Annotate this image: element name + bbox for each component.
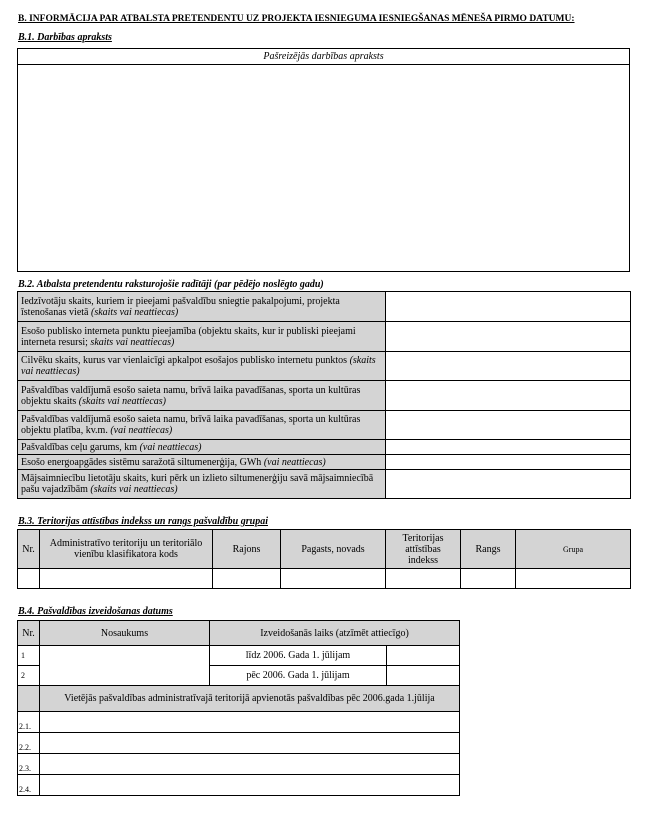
b2-row-label: [18, 440, 386, 455]
b4-sub-row: [18, 733, 460, 754]
b2-row-value[interactable]: [386, 352, 631, 381]
b4-sub-row: [18, 775, 460, 796]
b3-cell-index[interactable]: [386, 569, 461, 589]
b3-header-rank: Rangs: [461, 530, 516, 569]
b4-opt1-label: līdz 2006. Gada 1. jūlijam: [210, 646, 387, 666]
b4-sub-row-value[interactable]: [40, 775, 460, 796]
b3-cell-group[interactable]: [516, 569, 631, 589]
b2-row: [18, 440, 631, 455]
b2-label-text: Pašvaldības ceļu garums, km: [21, 441, 138, 453]
b4-sub-row-value[interactable]: [40, 754, 460, 775]
b4-opt2-nr: 2: [18, 666, 40, 686]
b3-header-parish: Pagasts, novads: [281, 530, 386, 569]
b2-label-text: Mājsaimniecību lietotāju skaits, kuri pērk un izlieto siltumenerģiju savā mājsaimniecībā pašu vajadzībām: [21, 473, 374, 495]
b3-cell-nr[interactable]: [18, 569, 40, 589]
b2-label-text: Iedzīvotāju skaits, kuriem ir pieejami pašvaldību sniegtie pakalpojumi, projekta īstenošanas vietā: [21, 295, 340, 318]
b4-sub-row-nr: 2.3.: [18, 754, 40, 775]
b2-label-text: Esošo energoapgādes sistēmu saražotā siltumenerģija, GWh: [21, 456, 262, 468]
b4-sub-row-nr: 2.4.: [18, 775, 40, 796]
b2-row-label: [18, 411, 386, 440]
b2-label-note: (skaits vai neattiecas): [90, 306, 179, 318]
b4-header-name: Nosaukums: [40, 621, 210, 646]
b4-sub-row-value[interactable]: [40, 712, 460, 733]
b4-sub-row: [18, 754, 460, 775]
b2-row: [18, 470, 631, 499]
b1-box-header: Pašreizējās darbības apraksts: [18, 49, 629, 65]
b2-label-text: Pašvaldības valdījumā esošo saieta namu, brīvā laika pavadīšanas, sporta un kultūras objektu platība, kv.m.: [21, 414, 361, 436]
b4-table: [17, 620, 460, 796]
b2-row: [18, 292, 631, 322]
b2-row-value[interactable]: [386, 440, 631, 455]
b2-row-value[interactable]: [386, 470, 631, 499]
b2-row-value[interactable]: [386, 292, 631, 322]
b2-label-note: (skaits vai neattiecas): [90, 484, 178, 495]
b1-description-box[interactable]: [17, 48, 630, 272]
b4-name-cell[interactable]: [40, 646, 210, 686]
b2-label-text: Cilvēku skaits, kurus var vienlaicīgi apkalpot esošajos publisko internetu punktos: [21, 355, 348, 366]
b3-table: [17, 529, 631, 589]
b3-cell-parish[interactable]: [281, 569, 386, 589]
b2-label-note: (vai neattiecas): [263, 456, 326, 468]
b2-row-label: [18, 292, 386, 322]
b4-sub-row-nr: 2.1.: [18, 712, 40, 733]
b2-row: [18, 322, 631, 352]
b2-row-label: [18, 352, 386, 381]
b2-row-label: [18, 322, 386, 352]
b3-cell-code[interactable]: [40, 569, 213, 589]
b2-row-label: [18, 381, 386, 411]
b2-heading: B.2. Atbalsta pretendentu raksturojošie radītāji (par pēdējo noslēgto gadu): [18, 279, 324, 290]
b3-cell-rank[interactable]: [461, 569, 516, 589]
b2-row-label: [18, 455, 386, 470]
b2-row-value[interactable]: [386, 381, 631, 411]
b2-row-value[interactable]: [386, 411, 631, 440]
main-title: B. INFORMĀCIJA PAR ATBALSTA PRETENDENTU UZ PROJEKTA IESNIEGUMA IESNIEGŠANAS MĒNEŠA PIRMO DATUMU:: [18, 14, 575, 24]
b2-indicators-table: [17, 291, 631, 499]
b2-row-value[interactable]: [386, 322, 631, 352]
b4-opt2-label: pēc 2006. Gada 1. jūlijam: [210, 666, 387, 686]
b2-label-text: Esošo publisko interneta punktu pieejamība (objektu skaits, kur ir publiski pieejami interneta resursi;: [21, 325, 356, 348]
b2-row-label: [18, 470, 386, 499]
b3-header-district: Rajons: [213, 530, 281, 569]
b4-opt2-check[interactable]: [387, 666, 460, 686]
b3-header-nr: Nr.: [18, 530, 40, 569]
b3-cell-district[interactable]: [213, 569, 281, 589]
b4-opt1-check[interactable]: [387, 646, 460, 666]
b3-header-index: Teritorijas attīstības indekss: [386, 530, 461, 569]
b4-merged-nr: [18, 686, 40, 712]
b2-label-note: (skaits vai neattiecas): [21, 355, 376, 377]
b3-header-group: Grupa: [516, 530, 631, 569]
b4-header-nr: Nr.: [18, 621, 40, 646]
b2-label-note: (skaits vai neattiecas): [78, 395, 166, 407]
b1-heading: B.1. Darbības apraksts: [18, 32, 112, 43]
b4-header-time: Izveidošanās laiks (atzīmēt attiecīgo): [210, 621, 460, 646]
b2-row-value[interactable]: [386, 455, 631, 470]
b2-label-note: (vai neattiecas): [110, 425, 173, 436]
b3-heading: B.3. Teritorijas attīstības indekss un rangs pašvaldību grupai: [18, 516, 268, 527]
b4-opt1-nr: 1: [18, 646, 40, 666]
b4-heading: B.4. Pašvaldības izveidošanas datums: [18, 606, 173, 617]
b2-label-text: Pašvaldības valdījumā esošo saieta namu, brīvā laika pavadīšanas, sporta un kultūras objektu skaits: [21, 384, 361, 407]
b2-label-note: (vai neattiecas): [139, 441, 202, 453]
b2-label-note: skaits vai neattiecas): [90, 336, 175, 348]
b4-sub-row: [18, 712, 460, 733]
b2-row: [18, 411, 631, 440]
b4-sub-row-value[interactable]: [40, 733, 460, 754]
b4-sub-row-nr: 2.2.: [18, 733, 40, 754]
b2-row: [18, 352, 631, 381]
b2-row: [18, 455, 631, 470]
b2-row: [18, 381, 631, 411]
b4-merged-note: Vietējās pašvaldības administratīvajā teritorijā apvienotās pašvaldības pēc 2006.gada 1.jūlija: [40, 686, 460, 712]
b3-header-code: Administratīvo teritoriju un teritoriālo vienību klasifikatora kods: [40, 530, 213, 569]
